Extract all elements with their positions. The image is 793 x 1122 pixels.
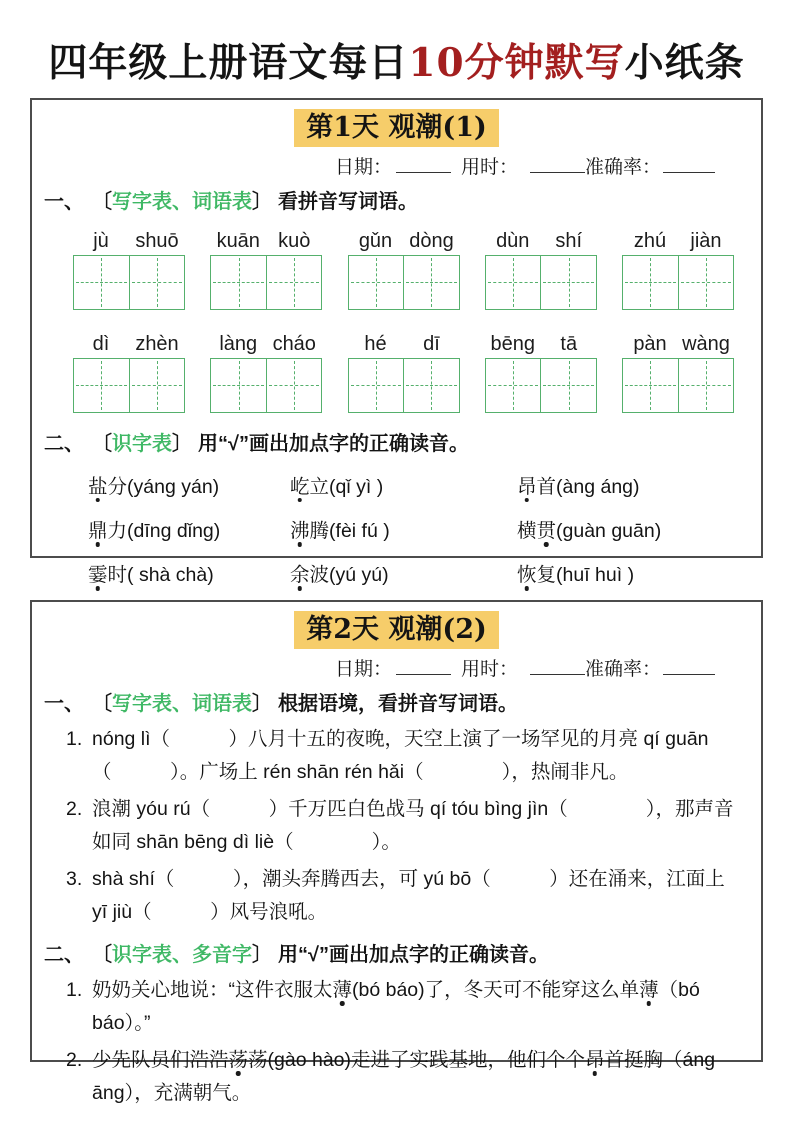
day2-section1-items — [66, 723, 743, 930]
writing-grid — [210, 358, 322, 413]
item-text: nóng lì（ ）八月十五的夜晚，天空上演了一场罕见的月亮 qí guān（ ）。广场上 rén shān rén hǎi（ ），热闹非凡。 — [92, 727, 709, 784]
time-label: 用时： — [460, 657, 518, 680]
writing-grid — [622, 255, 734, 310]
pinyin-syllable-2: dòng — [409, 229, 454, 252]
accuracy-label: 准确率： — [584, 155, 661, 178]
reading-choice-item: 屹立(qǐ yì ) — [290, 475, 384, 498]
item-number: 1. — [66, 978, 83, 1001]
pinyin-syllable-2: kuò — [278, 229, 311, 252]
source-tag: 识字表、多音字 — [112, 943, 252, 966]
source-tag: 识字表 — [112, 432, 172, 455]
fill-in-sentence-item — [66, 723, 743, 790]
accuracy-label: 准确率： — [584, 657, 661, 680]
section-number: 一、 — [44, 190, 84, 213]
writing-grid-cell — [129, 256, 185, 309]
bracket-open: 〔 — [102, 943, 112, 966]
day2-section2-heading — [44, 940, 747, 970]
reading-choice-item: 霎时( shà chà) — [88, 564, 214, 587]
pinyin-syllable-2: cháo — [272, 332, 316, 355]
fill-in-sentence-item — [66, 863, 743, 930]
writing-grid — [485, 255, 597, 310]
bracket-close: 〕 — [172, 432, 192, 455]
day2-section2-items — [66, 974, 743, 1111]
section-number: 一、 — [44, 692, 84, 715]
pinyin-label — [485, 229, 597, 253]
writing-grid-cell — [74, 256, 129, 309]
pinyin-word-row-2 — [32, 332, 761, 413]
pinyin-syllable-2: shí — [555, 229, 583, 252]
writing-grid-cell — [266, 256, 322, 309]
pinyin-label — [622, 332, 734, 356]
bracket-close: 〕 — [252, 692, 272, 715]
writing-grid-cell — [678, 256, 734, 309]
time-blank — [530, 656, 585, 675]
bracket-close: 〕 — [252, 943, 272, 966]
pinyin-syllable-1: làng — [219, 332, 258, 355]
writing-grid-cell — [486, 256, 541, 309]
item-text: 少先队员们浩浩荡荡(gào hào)走进了实践基地，他们个个昂首挺胸（áng āng），充满朝气。 — [92, 1048, 716, 1105]
pinyin-syllable-1: dùn — [496, 229, 530, 252]
source-tag: 写字表、词语表 — [112, 692, 252, 715]
section-instruction: 根据语境，看拼音写词语。 — [278, 692, 518, 715]
source-tag: 写字表、词语表 — [112, 190, 252, 213]
writing-grid-cell — [623, 256, 678, 309]
pinyin-syllable-2: jiàn — [690, 229, 722, 252]
pinyin-syllable-1: bēng — [490, 332, 535, 355]
pinyin-label — [73, 229, 185, 253]
pinyin-label — [622, 229, 734, 253]
day1-header — [32, 109, 761, 147]
day1-section2-heading — [44, 429, 747, 459]
reading-choice-item: 昂首(àng áng) — [517, 475, 640, 498]
writing-grid-cell — [403, 359, 459, 412]
writing-grid — [485, 358, 597, 413]
pinyin-syllable-1: gǔn — [358, 229, 393, 252]
writing-grid-cell — [349, 359, 404, 412]
writing-grid — [348, 358, 460, 413]
pinyin-label — [348, 332, 460, 356]
day2-section1-heading — [44, 689, 747, 719]
section-instruction: 用“√”画出加点字的正确读音。 — [278, 943, 549, 966]
reading-choice-item: 横贯(guàn guān) — [517, 519, 662, 542]
pinyin-syllable-1: hé — [364, 332, 387, 355]
writing-grid — [73, 358, 185, 413]
pinyin-syllable-2: shuō — [135, 229, 179, 252]
writing-grid-cell — [403, 256, 459, 309]
pinyin-label — [210, 229, 322, 253]
item-number: 2. — [66, 1048, 83, 1071]
pinyin-word-block — [210, 229, 322, 310]
pinyin-word-block — [73, 332, 185, 413]
pinyin-word-row-1 — [32, 229, 761, 310]
date-label: 日期： — [334, 657, 392, 680]
bracket-open: 〔 — [102, 432, 112, 455]
pinyin-syllable-2: wàng — [682, 332, 730, 355]
section-number: 二、 — [44, 943, 84, 966]
time-label: 用时： — [460, 155, 518, 178]
writing-grid-cell — [540, 256, 596, 309]
item-number: 3. — [66, 867, 83, 890]
pinyin-syllable-1: zhú — [633, 229, 667, 252]
day1-date-row — [32, 152, 761, 179]
writing-grid-cell — [486, 359, 541, 412]
day2-date-row — [32, 654, 761, 681]
reading-choice-item: 恢复(huī huì ) — [517, 564, 635, 587]
day1-header-label: 第1天 观潮(1) — [294, 109, 499, 147]
pinyin-word-block — [622, 229, 734, 310]
pinyin-label — [485, 332, 597, 356]
writing-grid-cell — [540, 359, 596, 412]
bracket-open: 〔 — [102, 692, 112, 715]
writing-grid — [622, 358, 734, 413]
page-title-suffix: 小纸条 — [624, 40, 745, 86]
accuracy-blank — [663, 656, 715, 675]
item-text: 奶奶关心地说：“这件衣服太薄(bó báo)了，冬天可不能穿这么单薄（bó báo）。” — [92, 978, 700, 1035]
fill-in-sentence-item — [66, 793, 743, 860]
section-instruction: 用“√”画出加点字的正确读音。 — [198, 432, 469, 455]
writing-grid-cell — [266, 359, 322, 412]
day1-reading-choice-grid — [88, 473, 751, 591]
writing-grid-cell — [129, 359, 185, 412]
writing-grid-cell — [211, 359, 266, 412]
day1-worksheet-box — [30, 98, 763, 587]
reading-choice-item: 鼎力(dīng dǐng) — [88, 519, 221, 542]
pinyin-syllable-2: zhèn — [135, 332, 179, 355]
day2-header-label: 第2天 观潮(2) — [294, 611, 499, 649]
pinyin-label — [73, 332, 185, 356]
pinyin-word-block — [210, 332, 322, 413]
date-label: 日期： — [334, 155, 392, 178]
bracket-close: 〕 — [252, 190, 272, 213]
item-number: 1. — [66, 727, 83, 750]
page-title-highlight: 10分钟默写 — [408, 40, 625, 86]
bracket-open: 〔 — [102, 190, 112, 213]
writing-grid-cell — [74, 359, 129, 412]
section-instruction: 看拼音写词语。 — [278, 190, 418, 213]
writing-grid-cell — [349, 256, 404, 309]
item-text: shà shí（ ），潮头奔腾西去，可 yú bō（ ）还在涌来，江面上 yī jiù（ ）风号浪吼。 — [92, 867, 725, 924]
accuracy-blank — [663, 154, 715, 173]
item-text: 浪潮 yóu rú（ ）千万匹白色战马 qí tóu bìng jìn（ ），那声音如同 shān bēng dì liè（ ）。 — [92, 797, 734, 854]
section-number: 二、 — [44, 432, 84, 455]
pinyin-word-block — [348, 229, 460, 310]
pinyin-label — [348, 229, 460, 253]
reading-choice-item: 沸腾(fèi fú ) — [290, 519, 390, 542]
day1-section1-heading — [44, 187, 747, 217]
writing-grid-cell — [678, 359, 734, 412]
pinyin-syllable-2: dī — [423, 332, 440, 355]
page-title-prefix: 四年级上册语文每日 — [48, 40, 409, 86]
reading-choice-item: 盐分(yáng yán) — [88, 475, 220, 498]
pinyin-label — [210, 332, 322, 356]
page-title — [0, 0, 793, 85]
pinyin-syllable-1: pàn — [633, 332, 667, 355]
item-number: 2. — [66, 797, 83, 820]
pinyin-syllable-2: tā — [560, 332, 578, 355]
pinyin-word-block — [485, 229, 597, 310]
pinyin-syllable-1: kuān — [216, 229, 260, 252]
reading-choice-item: 余波(yú yú) — [290, 564, 389, 587]
writing-grid-cell — [211, 256, 266, 309]
day2-header — [32, 611, 761, 649]
day2-worksheet-box — [30, 600, 763, 1105]
pinyin-word-block — [622, 332, 734, 413]
writing-grid — [348, 255, 460, 310]
pinyin-syllable-1: dì — [92, 332, 110, 355]
writing-grid — [210, 255, 322, 310]
pinyin-word-block — [348, 332, 460, 413]
date-blank — [396, 154, 451, 173]
pinyin-word-block — [73, 229, 185, 310]
reading-choice-sentence-item — [66, 974, 743, 1041]
pinyin-syllable-1: jù — [93, 229, 109, 252]
reading-choice-sentence-item — [66, 1044, 743, 1111]
date-blank — [396, 656, 451, 675]
writing-grid-cell — [623, 359, 678, 412]
time-blank — [530, 154, 585, 173]
writing-grid — [73, 255, 185, 310]
pinyin-word-block — [485, 332, 597, 413]
